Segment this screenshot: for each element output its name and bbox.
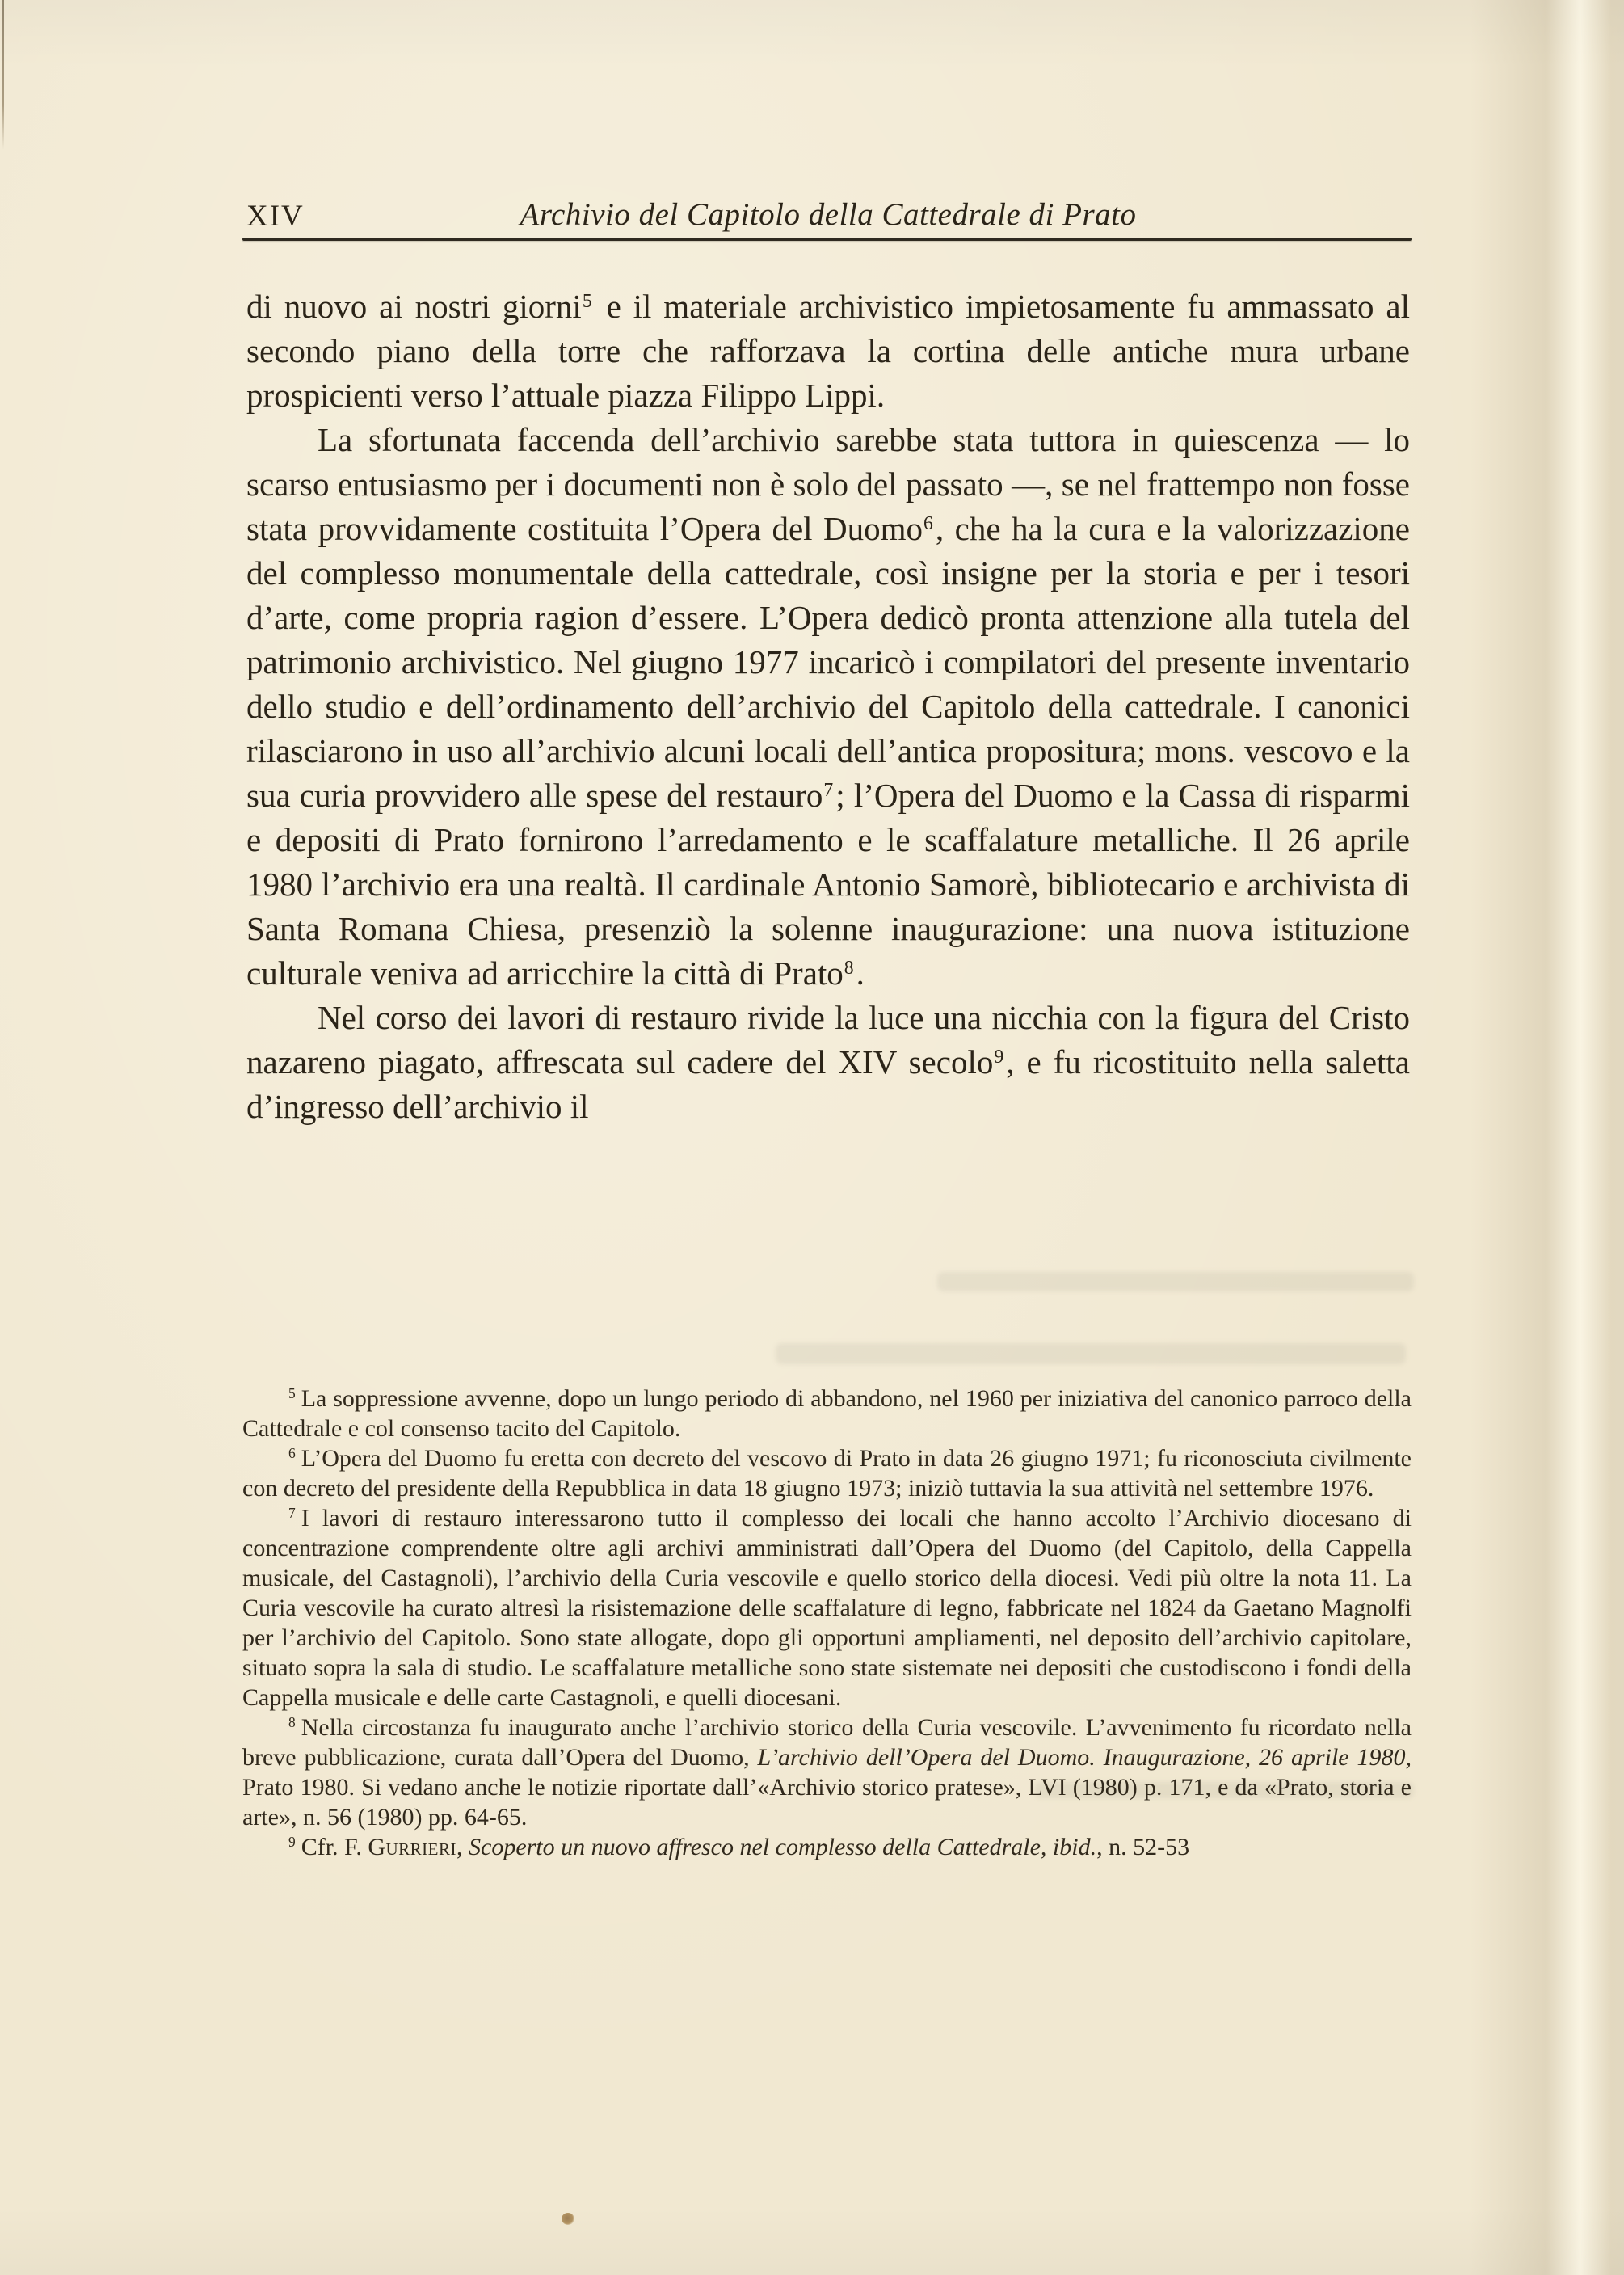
footnote-reference: 8 bbox=[844, 957, 854, 979]
italic-citation: Scoperto un nuovo affresco nel complesso della Cattedrale, ibid. bbox=[469, 1834, 1097, 1860]
footnote-text: La soppressione avvenne, dopo un lungo periodo di abbandono, nel 1960 per iniziativa del canonico parroco della Cattedrale e col consenso tacito del Capitolo. bbox=[242, 1385, 1412, 1442]
italic-citation: L’archivio dell’Opera del Duomo. Inaugurazione, 26 aprile 1980 bbox=[757, 1744, 1406, 1771]
footnote-9 bbox=[242, 1832, 1412, 1862]
paper-speck bbox=[562, 2213, 574, 2225]
footnote-reference: 6 bbox=[923, 512, 933, 534]
footnote-text: Nella circostanza fu inaugurato anche l’archivio storico della Curia vescovile. L’avvenimento fu ricordato nella breve pubblicazione, curata dall’Opera del Duomo, L’archivio dell’Opera del Duomo. Inaugurazione, 26 aprile 1980, Prato 1980. Si vedano anche le notizie riportate dall’«Archivio storico pratese», LVI (1980) p. 171, e da «Prato, storia e arte», n. 56 (1980) pp. 64-65. bbox=[242, 1714, 1412, 1831]
footnotes-section bbox=[242, 1384, 1412, 1862]
verso-bleed-through bbox=[937, 1272, 1414, 1291]
body-paragraph-2: La sfortunata faccenda dell’archivio sarebbe stata tuttora in quiescenza — lo scarso entusiasmo per i documenti non è solo del passato —, se nel frattempo non fosse stata provvidamente costituita l’Opera del Duomo$^6$, che ha la cura e la valorizzazione del complesso monumentale della cattedrale, così insigne per la storia e per i tesori d’arte, come propria ragion d’essere. L’Opera dedicò pronta attenzione alla tutela del patrimonio archivistico. Nel giugno 1977 incaricò i compilatori del presente inventario dello studio e dell’ordinamento dell’archivio del Capitolo della cattedrale. I canonici rilasciarono in uso all’archivio alcuni locali dell’antica propositura; mons. vescovo e la sua curia provvidero alle spese del restauro$^7$; l’Opera del Duomo e la Cassa di risparmi e depositi di Prato fornirono l’arredamento e le scaffalature metalliche. Il 26 aprile 1980 l’archivio era una realtà. Il cardinale Antonio Samorè, bibliotecario e archivista di Santa Romana Chiesa, presenziò la solenne inaugurazione: una nuova istituzione culturale veniva ad arricchire la città di Prato$^8$. bbox=[246, 421, 1410, 992]
footnote-marker: 9 bbox=[288, 1834, 296, 1851]
footnote-text: L’Opera del Duomo fu eretta con decreto del vescovo di Prato in data 26 giugno 1971; fu riconosciuta civilmente con decreto del presidente della Repubblica in data 18 giugno 1973; iniziò tuttavia la sua attività nel settembre 1976. bbox=[242, 1445, 1412, 1502]
header-rule bbox=[242, 238, 1412, 241]
footnote-marker: 7 bbox=[288, 1505, 296, 1522]
footnote-text: I lavori di restauro interessarono tutto il complesso dei locali che hanno accolto l’Archivio diocesano di concentrazione comprendente oltre agli archivi amministrati dall’Opera del Duomo (del Capitolo, della Cappella musicale, del Castagnoli), l’archivio della Curia vescovile e quello storico della diocesi. Vedi più oltre la nota 11. La Curia vescovile ha curato altresì la risistemazione delle scaffalature di legno, fabbricate nel 1824 da Gaetano Magnolfi per l’archivio del Capitolo. Sono state allogate, dopo gli opportuni ampliamenti, nel deposito dell’archivio capitolare, situato sopra la sala di studio. Le scaffalature metalliche sono state sistemate nei depositi che custodiscono i fondi della Cappella musicale e delle carte Castagnoli, e quelli diocesani. bbox=[242, 1505, 1412, 1711]
footnote-8 bbox=[242, 1713, 1412, 1832]
footnote-6 bbox=[242, 1443, 1412, 1503]
footnote-marker: 6 bbox=[288, 1445, 296, 1462]
running-title: Archivio del Capitolo della Cattedrale di Prato bbox=[520, 197, 1137, 232]
footnote-reference: 7 bbox=[823, 779, 834, 801]
footnote-text: Cfr. F. Gurrieri, Scoperto un nuovo affresco nel complesso della Cattedrale, ibid., n. 52-53 bbox=[301, 1834, 1190, 1860]
page-header bbox=[246, 196, 1410, 238]
footnote-marker: 8 bbox=[288, 1714, 296, 1731]
footnote-5 bbox=[242, 1384, 1412, 1443]
smallcaps-author-name: Gurrieri bbox=[368, 1834, 456, 1860]
scan-edge-artifact bbox=[2, 0, 4, 150]
body-text bbox=[246, 284, 1410, 1129]
footnote-reference: 9 bbox=[994, 1046, 1004, 1068]
body-paragraph-1: di nuovo ai nostri giorni$^5$ e il materiale archivistico impietosamente fu ammassato al secondo piano della torre che rafforzava la cortina delle antiche mura urbane prospicienti verso l’attuale piazza Filippo Lippi. bbox=[246, 288, 1410, 414]
page-number: XIV bbox=[246, 200, 305, 233]
footnote-reference: 5 bbox=[582, 290, 592, 312]
footnote-7 bbox=[242, 1503, 1412, 1713]
verso-bleed-through bbox=[776, 1343, 1406, 1364]
body-paragraph-3: Nel corso dei lavori di restauro rivide la luce una nicchia con la figura del Cristo nazareno piagato, affrescata sul cadere del XIV secolo$^9$, e fu ricostituito nella saletta d’ingresso dell’archivio il bbox=[246, 999, 1410, 1125]
footnote-marker: 5 bbox=[288, 1385, 296, 1402]
